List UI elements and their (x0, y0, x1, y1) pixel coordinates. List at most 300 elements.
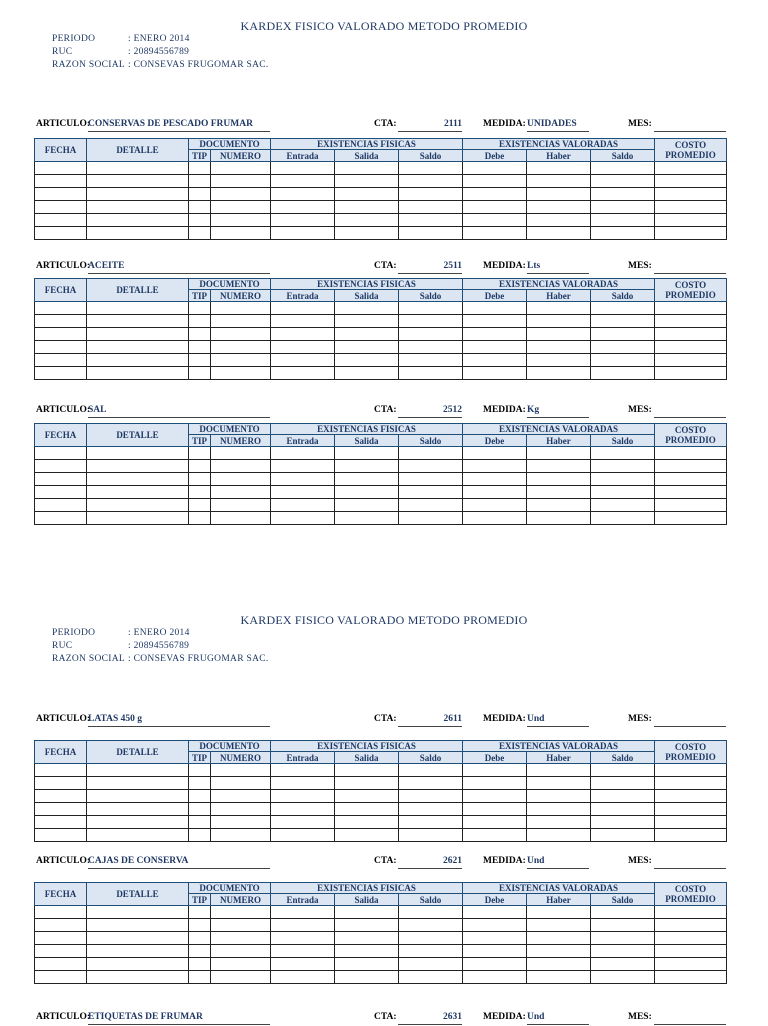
table-cell[interactable] (463, 499, 527, 512)
table-cell[interactable] (35, 906, 87, 919)
table-cell[interactable] (527, 829, 591, 842)
table-cell[interactable] (189, 486, 211, 499)
table-cell[interactable] (591, 473, 655, 486)
table-cell[interactable] (35, 790, 87, 803)
table-cell[interactable] (335, 790, 399, 803)
table-cell[interactable] (211, 214, 271, 227)
table-cell[interactable] (35, 341, 87, 354)
table-cell[interactable] (527, 971, 591, 984)
table-cell[interactable] (189, 473, 211, 486)
table-cell[interactable] (335, 473, 399, 486)
table-cell[interactable] (35, 315, 87, 328)
table-cell[interactable] (655, 512, 727, 525)
table-cell[interactable] (271, 499, 335, 512)
table-cell[interactable] (463, 512, 527, 525)
table-cell[interactable] (211, 958, 271, 971)
table-cell[interactable] (271, 341, 335, 354)
table-cell[interactable] (35, 188, 87, 201)
table-cell[interactable] (463, 354, 527, 367)
table-cell[interactable] (463, 971, 527, 984)
table-cell[interactable] (87, 958, 189, 971)
table-cell[interactable] (399, 512, 463, 525)
table-cell[interactable] (655, 945, 727, 958)
table-cell[interactable] (655, 777, 727, 790)
table-cell[interactable] (655, 227, 727, 240)
table-cell[interactable] (189, 919, 211, 932)
table-cell[interactable] (591, 919, 655, 932)
table-cell[interactable] (591, 790, 655, 803)
table-cell[interactable] (527, 227, 591, 240)
table-cell[interactable] (335, 367, 399, 380)
table-cell[interactable] (655, 790, 727, 803)
table-cell[interactable] (527, 214, 591, 227)
table-cell[interactable] (527, 315, 591, 328)
table-cell[interactable] (35, 919, 87, 932)
table-cell[interactable] (211, 367, 271, 380)
table-cell[interactable] (335, 201, 399, 214)
table-cell[interactable] (87, 175, 189, 188)
table-cell[interactable] (211, 906, 271, 919)
table-cell[interactable] (271, 227, 335, 240)
table-cell[interactable] (335, 341, 399, 354)
table-cell[interactable] (271, 162, 335, 175)
table-cell[interactable] (35, 447, 87, 460)
table-cell[interactable] (87, 764, 189, 777)
table-cell[interactable] (655, 932, 727, 945)
table-cell[interactable] (399, 919, 463, 932)
table-cell[interactable] (591, 829, 655, 842)
table-cell[interactable] (335, 764, 399, 777)
table-cell[interactable] (271, 803, 335, 816)
table-cell[interactable] (271, 816, 335, 829)
table-cell[interactable] (527, 945, 591, 958)
table-cell[interactable] (335, 906, 399, 919)
table-cell[interactable] (189, 460, 211, 473)
table-cell[interactable] (211, 354, 271, 367)
table-cell[interactable] (591, 803, 655, 816)
table-cell[interactable] (87, 162, 189, 175)
table-cell[interactable] (399, 473, 463, 486)
table-cell[interactable] (335, 188, 399, 201)
table-cell[interactable] (399, 227, 463, 240)
table-cell[interactable] (591, 201, 655, 214)
table-cell[interactable] (463, 816, 527, 829)
table-cell[interactable] (591, 958, 655, 971)
table-cell[interactable] (189, 315, 211, 328)
table-cell[interactable] (211, 512, 271, 525)
table-cell[interactable] (591, 175, 655, 188)
table-cell[interactable] (463, 932, 527, 945)
table-cell[interactable] (527, 499, 591, 512)
table-cell[interactable] (463, 201, 527, 214)
table-cell[interactable] (271, 958, 335, 971)
table-cell[interactable] (211, 971, 271, 984)
table-cell[interactable] (211, 201, 271, 214)
table-cell[interactable] (399, 367, 463, 380)
table-cell[interactable] (189, 447, 211, 460)
table-cell[interactable] (211, 302, 271, 315)
mes-field[interactable] (654, 119, 726, 132)
table-cell[interactable] (335, 315, 399, 328)
table-cell[interactable] (87, 315, 189, 328)
table-cell[interactable] (211, 227, 271, 240)
table-cell[interactable] (527, 302, 591, 315)
table-cell[interactable] (591, 512, 655, 525)
table-cell[interactable] (189, 945, 211, 958)
table-cell[interactable] (35, 302, 87, 315)
table-cell[interactable] (655, 971, 727, 984)
table-cell[interactable] (399, 315, 463, 328)
table-cell[interactable] (211, 829, 271, 842)
table-cell[interactable] (87, 367, 189, 380)
table-cell[interactable] (399, 447, 463, 460)
mes-field[interactable] (654, 1012, 726, 1025)
table-cell[interactable] (335, 354, 399, 367)
table-cell[interactable] (271, 328, 335, 341)
table-cell[interactable] (189, 906, 211, 919)
table-cell[interactable] (527, 447, 591, 460)
table-cell[interactable] (335, 829, 399, 842)
table-cell[interactable] (463, 315, 527, 328)
table-cell[interactable] (463, 447, 527, 460)
table-cell[interactable] (655, 315, 727, 328)
table-cell[interactable] (335, 214, 399, 227)
table-cell[interactable] (189, 790, 211, 803)
table-cell[interactable] (189, 188, 211, 201)
table-cell[interactable] (527, 328, 591, 341)
table-cell[interactable] (335, 803, 399, 816)
table-cell[interactable] (463, 162, 527, 175)
table-cell[interactable] (271, 188, 335, 201)
table-cell[interactable] (271, 354, 335, 367)
table-cell[interactable] (35, 486, 87, 499)
table-cell[interactable] (211, 945, 271, 958)
table-cell[interactable] (35, 499, 87, 512)
table-cell[interactable] (463, 906, 527, 919)
table-cell[interactable] (335, 302, 399, 315)
table-cell[interactable] (87, 302, 189, 315)
table-cell[interactable] (335, 499, 399, 512)
table-cell[interactable] (271, 315, 335, 328)
table-cell[interactable] (655, 162, 727, 175)
table-cell[interactable] (591, 906, 655, 919)
table-cell[interactable] (527, 473, 591, 486)
table-cell[interactable] (655, 906, 727, 919)
table-cell[interactable] (87, 971, 189, 984)
table-cell[interactable] (399, 302, 463, 315)
table-cell[interactable] (463, 175, 527, 188)
table-cell[interactable] (211, 790, 271, 803)
table-cell[interactable] (35, 227, 87, 240)
table-cell[interactable] (655, 447, 727, 460)
table-cell[interactable] (527, 764, 591, 777)
table-cell[interactable] (399, 906, 463, 919)
table-cell[interactable] (211, 328, 271, 341)
table-cell[interactable] (271, 777, 335, 790)
table-cell[interactable] (399, 945, 463, 958)
table-cell[interactable] (335, 971, 399, 984)
table-cell[interactable] (271, 214, 335, 227)
table-cell[interactable] (527, 906, 591, 919)
table-cell[interactable] (527, 512, 591, 525)
table-cell[interactable] (271, 460, 335, 473)
table-cell[interactable] (335, 328, 399, 341)
table-cell[interactable] (655, 460, 727, 473)
table-cell[interactable] (271, 919, 335, 932)
table-cell[interactable] (591, 354, 655, 367)
table-cell[interactable] (189, 829, 211, 842)
table-cell[interactable] (335, 958, 399, 971)
table-cell[interactable] (87, 341, 189, 354)
table-cell[interactable] (189, 512, 211, 525)
table-cell[interactable] (527, 790, 591, 803)
table-cell[interactable] (335, 919, 399, 932)
table-cell[interactable] (399, 201, 463, 214)
table-cell[interactable] (211, 499, 271, 512)
table-cell[interactable] (399, 777, 463, 790)
table-cell[interactable] (335, 460, 399, 473)
table-cell[interactable] (271, 201, 335, 214)
table-cell[interactable] (591, 328, 655, 341)
table-cell[interactable] (591, 341, 655, 354)
table-cell[interactable] (527, 932, 591, 945)
table-cell[interactable] (527, 958, 591, 971)
table-cell[interactable] (35, 932, 87, 945)
table-cell[interactable] (591, 945, 655, 958)
table-cell[interactable] (211, 447, 271, 460)
table-cell[interactable] (87, 214, 189, 227)
table-cell[interactable] (87, 499, 189, 512)
table-cell[interactable] (35, 945, 87, 958)
table-cell[interactable] (35, 328, 87, 341)
table-cell[interactable] (271, 302, 335, 315)
table-cell[interactable] (189, 302, 211, 315)
table-cell[interactable] (189, 499, 211, 512)
table-cell[interactable] (591, 227, 655, 240)
table-cell[interactable] (655, 919, 727, 932)
table-cell[interactable] (591, 777, 655, 790)
table-cell[interactable] (527, 803, 591, 816)
table-cell[interactable] (655, 302, 727, 315)
table-cell[interactable] (527, 201, 591, 214)
table-cell[interactable] (35, 473, 87, 486)
table-cell[interactable] (211, 919, 271, 932)
table-cell[interactable] (211, 315, 271, 328)
table-cell[interactable] (271, 971, 335, 984)
table-cell[interactable] (655, 829, 727, 842)
table-cell[interactable] (463, 227, 527, 240)
table-cell[interactable] (527, 341, 591, 354)
table-cell[interactable] (591, 764, 655, 777)
table-cell[interactable] (271, 473, 335, 486)
table-cell[interactable] (87, 447, 189, 460)
table-cell[interactable] (271, 764, 335, 777)
table-cell[interactable] (527, 486, 591, 499)
table-cell[interactable] (655, 367, 727, 380)
table-cell[interactable] (87, 188, 189, 201)
table-cell[interactable] (335, 512, 399, 525)
table-cell[interactable] (591, 971, 655, 984)
table-cell[interactable] (335, 816, 399, 829)
table-cell[interactable] (35, 354, 87, 367)
table-cell[interactable] (211, 341, 271, 354)
table-cell[interactable] (655, 201, 727, 214)
table-cell[interactable] (655, 175, 727, 188)
table-cell[interactable] (591, 499, 655, 512)
table-cell[interactable] (591, 486, 655, 499)
table-cell[interactable] (335, 777, 399, 790)
table-cell[interactable] (87, 803, 189, 816)
table-cell[interactable] (527, 188, 591, 201)
table-cell[interactable] (463, 829, 527, 842)
table-cell[interactable] (271, 175, 335, 188)
table-cell[interactable] (399, 932, 463, 945)
table-cell[interactable] (271, 367, 335, 380)
table-cell[interactable] (35, 201, 87, 214)
table-cell[interactable] (527, 816, 591, 829)
table-cell[interactable] (655, 499, 727, 512)
table-cell[interactable] (655, 764, 727, 777)
table-cell[interactable] (655, 328, 727, 341)
table-cell[interactable] (211, 764, 271, 777)
table-cell[interactable] (271, 906, 335, 919)
table-cell[interactable] (399, 829, 463, 842)
table-cell[interactable] (189, 214, 211, 227)
table-cell[interactable] (211, 777, 271, 790)
table-cell[interactable] (35, 512, 87, 525)
table-cell[interactable] (591, 214, 655, 227)
table-cell[interactable] (463, 302, 527, 315)
table-cell[interactable] (87, 829, 189, 842)
table-cell[interactable] (271, 932, 335, 945)
table-cell[interactable] (591, 932, 655, 945)
table-cell[interactable] (463, 214, 527, 227)
table-cell[interactable] (527, 354, 591, 367)
table-cell[interactable] (591, 460, 655, 473)
table-cell[interactable] (463, 460, 527, 473)
table-cell[interactable] (655, 354, 727, 367)
table-cell[interactable] (463, 945, 527, 958)
table-cell[interactable] (211, 473, 271, 486)
table-cell[interactable] (591, 447, 655, 460)
table-cell[interactable] (211, 460, 271, 473)
table-cell[interactable] (463, 777, 527, 790)
table-cell[interactable] (271, 790, 335, 803)
table-cell[interactable] (211, 932, 271, 945)
table-cell[interactable] (35, 764, 87, 777)
table-cell[interactable] (527, 175, 591, 188)
table-cell[interactable] (35, 958, 87, 971)
table-cell[interactable] (211, 175, 271, 188)
table-cell[interactable] (35, 816, 87, 829)
table-cell[interactable] (271, 829, 335, 842)
table-cell[interactable] (189, 162, 211, 175)
table-cell[interactable] (189, 816, 211, 829)
table-cell[interactable] (655, 486, 727, 499)
table-cell[interactable] (399, 499, 463, 512)
table-cell[interactable] (463, 473, 527, 486)
table-cell[interactable] (591, 367, 655, 380)
table-cell[interactable] (35, 777, 87, 790)
table-cell[interactable] (399, 816, 463, 829)
table-cell[interactable] (655, 341, 727, 354)
table-cell[interactable] (87, 919, 189, 932)
table-cell[interactable] (463, 958, 527, 971)
table-cell[interactable] (591, 188, 655, 201)
mes-field[interactable] (654, 405, 726, 418)
table-cell[interactable] (87, 906, 189, 919)
table-cell[interactable] (335, 447, 399, 460)
table-cell[interactable] (87, 354, 189, 367)
table-cell[interactable] (655, 803, 727, 816)
table-cell[interactable] (399, 764, 463, 777)
table-cell[interactable] (189, 227, 211, 240)
table-cell[interactable] (87, 486, 189, 499)
table-cell[interactable] (463, 328, 527, 341)
table-cell[interactable] (35, 829, 87, 842)
table-cell[interactable] (211, 188, 271, 201)
table-cell[interactable] (87, 460, 189, 473)
table-cell[interactable] (87, 473, 189, 486)
table-cell[interactable] (189, 175, 211, 188)
table-cell[interactable] (399, 958, 463, 971)
table-cell[interactable] (189, 354, 211, 367)
table-cell[interactable] (87, 945, 189, 958)
table-cell[interactable] (35, 162, 87, 175)
table-cell[interactable] (399, 354, 463, 367)
table-cell[interactable] (189, 777, 211, 790)
table-cell[interactable] (211, 803, 271, 816)
table-cell[interactable] (655, 816, 727, 829)
table-cell[interactable] (189, 367, 211, 380)
table-cell[interactable] (399, 214, 463, 227)
table-cell[interactable] (87, 816, 189, 829)
table-cell[interactable] (35, 214, 87, 227)
table-cell[interactable] (463, 188, 527, 201)
table-cell[interactable] (655, 214, 727, 227)
table-cell[interactable] (35, 367, 87, 380)
table-cell[interactable] (463, 341, 527, 354)
table-cell[interactable] (189, 803, 211, 816)
table-cell[interactable] (35, 803, 87, 816)
table-cell[interactable] (463, 764, 527, 777)
table-cell[interactable] (211, 162, 271, 175)
table-cell[interactable] (463, 790, 527, 803)
table-cell[interactable] (87, 790, 189, 803)
table-cell[interactable] (399, 460, 463, 473)
table-cell[interactable] (271, 447, 335, 460)
table-cell[interactable] (87, 932, 189, 945)
table-cell[interactable] (655, 473, 727, 486)
table-cell[interactable] (271, 945, 335, 958)
table-cell[interactable] (399, 341, 463, 354)
table-cell[interactable] (189, 341, 211, 354)
table-cell[interactable] (463, 919, 527, 932)
table-cell[interactable] (399, 328, 463, 341)
table-cell[interactable] (35, 971, 87, 984)
table-cell[interactable] (591, 162, 655, 175)
table-cell[interactable] (399, 803, 463, 816)
table-cell[interactable] (527, 777, 591, 790)
table-cell[interactable] (399, 162, 463, 175)
table-cell[interactable] (591, 816, 655, 829)
table-cell[interactable] (87, 777, 189, 790)
table-cell[interactable] (463, 367, 527, 380)
table-cell[interactable] (527, 460, 591, 473)
table-cell[interactable] (335, 486, 399, 499)
table-cell[interactable] (189, 958, 211, 971)
table-cell[interactable] (189, 201, 211, 214)
